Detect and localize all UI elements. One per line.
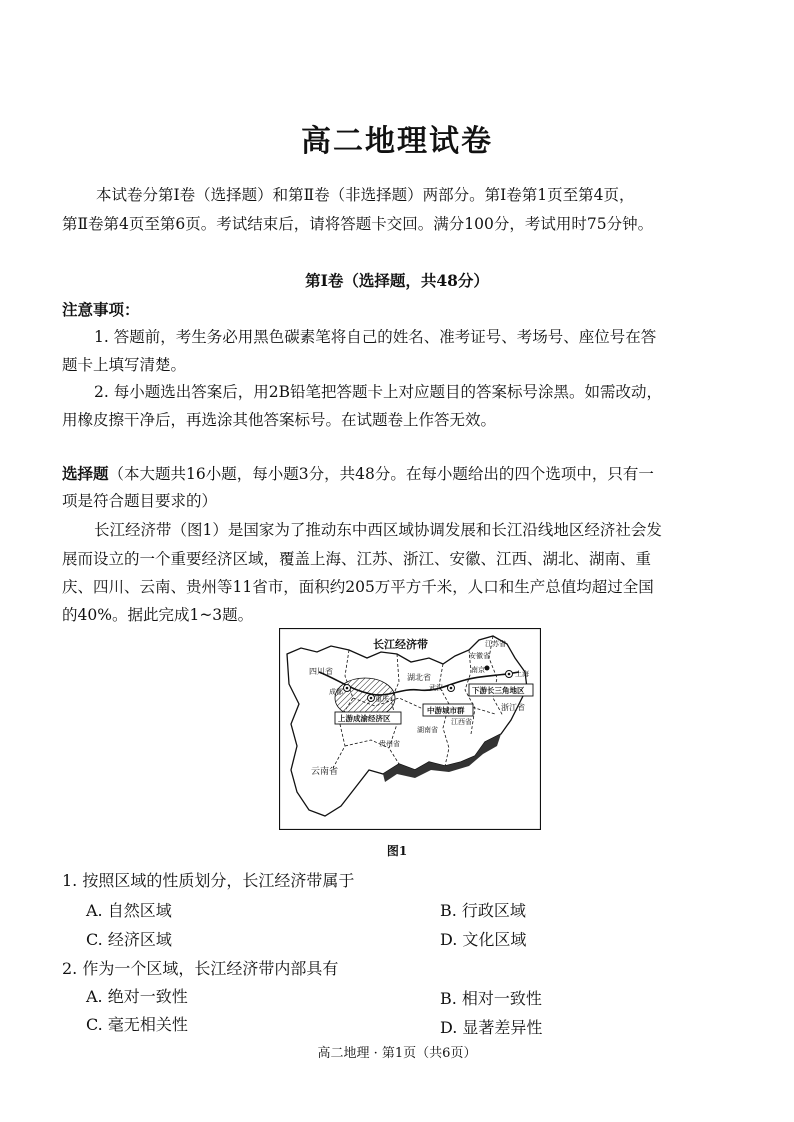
passage-line-2: 展而设立的一个重要经济区域，覆盖上海、江苏、浙江、安徽、江西、湖北、湖南、重: [62, 550, 652, 568]
notice-1-line-2: 题卡上填写清楚。: [62, 356, 187, 374]
label-shanghai: 上海: [515, 670, 529, 678]
chengdu-marker-dot: [346, 687, 349, 690]
question-2-option-d: D. 显著差异性: [440, 1018, 543, 1037]
label-jiangxi: 江西省: [451, 718, 472, 726]
notice-1-line-1: 1. 答题前，考生务必用黑色碳素笔将自己的姓名、准考证号、考场号、座位号在答: [94, 328, 657, 346]
passage-line-3: 庆、四川、云南、贵州等11省市，面积约205万平方千米，人口和生产总值均超过全国: [62, 578, 654, 596]
page-footer: 高二地理 · 第1页（共6页）: [317, 1046, 477, 1061]
map-title: 长江经济带: [373, 638, 428, 651]
label-nanjing: 南京: [471, 666, 485, 674]
section-heading: 第Ⅰ卷（选择题，共48分）: [305, 271, 489, 290]
label-jiangsu: 江苏省: [485, 640, 506, 648]
passage-line-4: 的40%。据此完成1~3题。: [62, 606, 254, 624]
label-chengdu: 成都: [329, 688, 343, 696]
label-guizhou: 贵州省: [379, 740, 400, 748]
question-1-option-b: B. 行政区域: [440, 901, 526, 920]
choice-instruction-line-2: 项是符合题目要求的）: [62, 492, 218, 510]
choice-label: 选择题: [62, 464, 109, 483]
intro-line-1: 本试卷分第Ⅰ卷（选择题）和第Ⅱ卷（非选择题）两部分。第Ⅰ卷第1页至第4页，: [96, 186, 635, 204]
intro-line-2: 第Ⅱ卷第4页至第6页。考试结束后，请将答题卡交回。满分100分，考试用时75分钟。: [62, 215, 654, 233]
choice-instruction-line-1: [62, 459, 654, 489]
middle-zone-label: 中游城市群: [427, 706, 465, 715]
label-zhejiang: 浙江省: [501, 703, 525, 712]
upper-zone-label: 上游成渝经济区: [338, 714, 391, 723]
question-1-option-d: D. 文化区域: [440, 930, 527, 949]
label-yunnan: 云南省: [311, 767, 339, 777]
question-2-option-b: B. 相对一致性: [440, 989, 542, 1008]
lower-zone-label: 下游长三角地区: [472, 686, 525, 695]
notice-title: 注意事项：: [62, 300, 140, 319]
label-wuhan: 武汉: [429, 684, 443, 692]
wuhan-marker-dot: [450, 687, 453, 690]
label-hubei: 湖北省: [407, 673, 431, 682]
question-1-option-a: A. 自然区域: [86, 901, 172, 920]
label-chongqing: 重庆: [375, 695, 389, 703]
nanjing-marker: [485, 666, 490, 671]
notice-2-line-1: 2. 每小题选出答案后，用2B铅笔把答题卡上对应题目的答案标号涂黑。如需改动，: [94, 383, 662, 401]
shanghai-marker-dot: [508, 673, 511, 676]
question-2-stem: 2. 作为一个区域，长江经济带内部具有: [62, 959, 339, 978]
question-2-option-c: C. 毫无相关性: [86, 1015, 188, 1034]
chongqing-marker-dot: [370, 697, 373, 700]
question-1-stem: 1. 按照区域的性质划分，长江经济带属于: [62, 871, 355, 890]
page-title: 高二地理试卷: [301, 124, 493, 159]
choice-instruction-text: （本大题共16小题，每小题3分，共48分。在每小题给出的四个选项中，只有一: [108, 465, 654, 483]
label-hunan: 湖南省: [417, 726, 438, 734]
passage-line-1: 长江经济带（图1）是国家为了推动东中西区域协调发展和长江沿线地区经济社会发: [94, 521, 662, 539]
question-2-option-a: A. 绝对一致性: [86, 987, 188, 1006]
label-sichuan: 四川省: [309, 667, 333, 676]
label-anhui: 安徽省: [469, 652, 490, 660]
figure-caption: 图1: [386, 844, 408, 858]
notice-2-line-2: 用橡皮擦干净后，再选涂其他答案标号。在试题卷上作答无效。: [62, 411, 497, 429]
yangtze-economic-belt-map: [279, 628, 541, 830]
question-1-option-c: C. 经济区域: [86, 930, 172, 949]
